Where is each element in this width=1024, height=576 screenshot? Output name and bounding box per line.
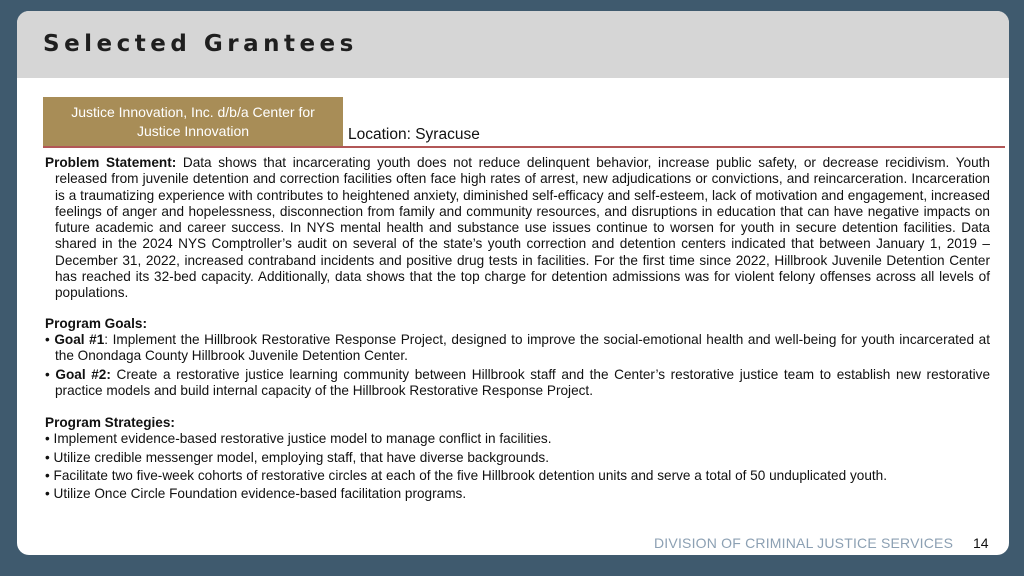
grantee-name-box: Justice Innovation, Inc. d/b/a Center for Justice Innovation — [43, 97, 343, 146]
problem-statement-text: Data shows that incarcerating youth does not reduce delinquent behavior, increase public safety, or decrease recidivism. Youth released from juvenile detention and correction facilities often face high rates of arrest, new adjudications or convictions, and reincarceration. Incarceration is a traumatizing experience with contributes to heightened anxiety, diminished self-efficacy and self-esteem, lack of motivation and engagement, increased feelings of anger and hopelessness, disconnection from family and community resources, and disruptions in education that can have negative impacts on future academic and career success. In NYS mental health and substance use issues continue to worsen for youth in secure detention facilities. Data shared in the 2024 NYS Comptroller’s audit on several of the state’s youth correction and detention centers indicated that between January 1, 2019 – December 31, 2022, increased contraband incidents and positive drug tests in facilities. For the first time since 2022, Hillbrook Juvenile Detention Center has reached its 32-bed capacity. Additionally, data shows that the top charge for detention admissions was for violent felony offenses across all levels of populations. — [55, 155, 990, 301]
goal-text: Implement the Hillbrook Restorative Response Project, designed to improve the social-emotional health and well-being for youth incarcerated at the Onondaga County Hillbrook Juvenile Detention Center. — [55, 331, 990, 364]
page-number: 14 — [973, 535, 989, 551]
strategy-item: • Implement evidence-based restorative justice model to manage conflict in facilities. — [45, 431, 552, 447]
divider-rule — [43, 146, 1005, 148]
strategy-item: • Facilitate two five-week cohorts of restorative circles at each of the five Hillbrook detention units and serve a total of 50 unduplicated youth. — [45, 468, 887, 484]
location-label: Location: Syracuse — [348, 126, 480, 143]
goal-item: • Goal #1: Implement the Hillbrook Restorative Response Project, designed to improve the social-emotional health and well-being for youth incarcerated at the Onondaga County Hillbrook Juvenile Detention Center. — [45, 331, 990, 364]
strategy-item: • Utilize credible messenger model, employing staff, that have diverse backgrounds. — [45, 449, 549, 465]
footer-agency: DIVISION OF CRIMINAL JUSTICE SERVICES — [654, 535, 954, 551]
title-bar — [17, 11, 1009, 78]
problem-statement-label: Problem Statement: — [45, 155, 177, 170]
strategy-item: • Utilize Once Circle Foundation evidence-based facilitation programs. — [45, 486, 467, 502]
goal-label: Goal #1 — [54, 331, 105, 347]
slide — [17, 11, 1009, 555]
page-title: Selected Grantees — [43, 31, 358, 57]
goal-label: Goal #2: — [55, 366, 111, 382]
program-goals-heading: Program Goals: — [45, 315, 147, 331]
problem-statement — [45, 155, 990, 302]
content-body — [45, 155, 990, 505]
goal-item: • Goal #2: Create a restorative justice learning community between Hillbrook staff and the Center’s restorative justice team to establish new restorative practice models and build internal capacity of the Hillbrook Restorative Response Project. — [45, 366, 991, 398]
goal-text: Create a restorative justice learning community between Hillbrook staff and the Center’s restorative justice team to establish new restorative practice models and build internal capacity of the Hillbrook Restorative Response Project. — [55, 366, 991, 398]
program-strategies-heading: Program Strategies: — [45, 415, 175, 431]
